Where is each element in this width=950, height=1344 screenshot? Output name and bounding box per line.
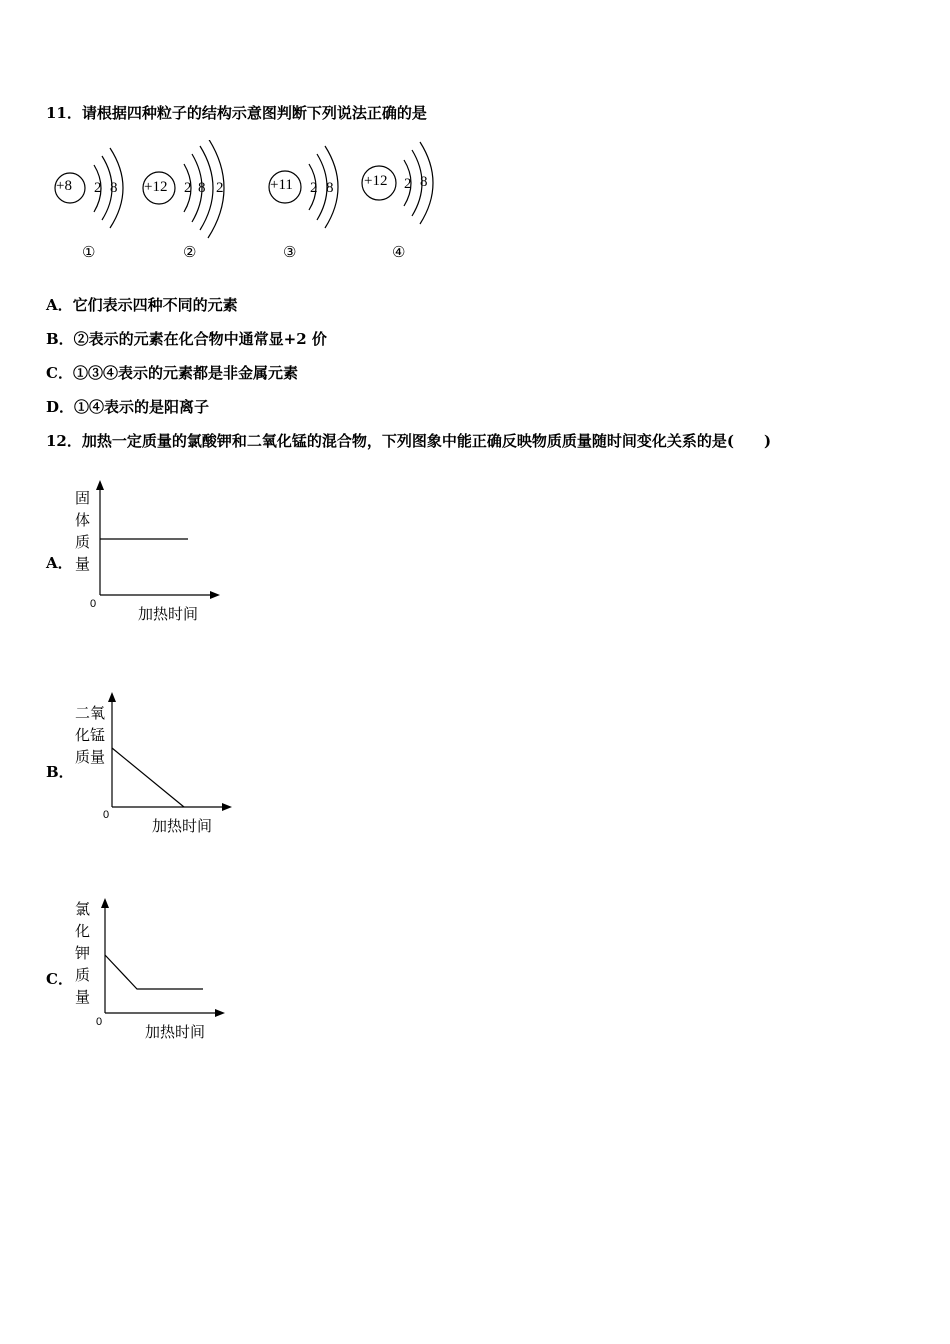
atom-4-shell-2: 8 xyxy=(420,174,428,190)
question-11-stem: 11．请根据四种粒子的结构示意图判断下列说法正确的是 xyxy=(46,104,427,122)
graph-a-plot xyxy=(90,478,230,603)
graph-b-plot xyxy=(102,688,242,813)
graph-b-ylabel-line: 二氧 xyxy=(75,704,106,722)
graph-c-ylabel-char: 氯 xyxy=(75,900,91,918)
graph-b-origin: 0 xyxy=(103,809,110,821)
q11-option-a: A．它们表示四种不同的元素 xyxy=(46,296,238,314)
graph-c-ylabel-char: 钾 xyxy=(75,944,91,962)
q11-option-d: D．①④表示的是阳离子 xyxy=(46,398,210,416)
atom-diagram-4 xyxy=(360,140,560,270)
q11-option-b: B．②表示的元素在化合物中通常显+2 价 xyxy=(46,330,327,348)
graph-b-xlabel: 加热时间 xyxy=(152,817,213,835)
atom-2-shell-1: 2 xyxy=(184,180,192,196)
atom-4-shell-1: 2 xyxy=(404,176,412,192)
atom-1-index: ① xyxy=(82,243,96,261)
q12-option-a-label: A． xyxy=(46,554,73,572)
graph-a-x-arrow xyxy=(210,591,220,599)
atom-3-shell-2: 8 xyxy=(326,180,334,196)
atom-1-shell-1: 2 xyxy=(94,180,102,196)
q11-option-c: C．①③④表示的元素都是非金属元素 xyxy=(46,364,298,382)
q12-option-c-label: C． xyxy=(46,970,73,988)
graph-c-origin: 0 xyxy=(96,1016,103,1028)
graph-c-ylabel xyxy=(75,898,93,1008)
graph-a-ylabel-char: 体 xyxy=(75,511,91,529)
atom-2-nucleus: +12 xyxy=(144,179,168,195)
graph-c-x-arrow xyxy=(215,1009,225,1017)
graph-c-ylabel-char: 质 xyxy=(75,966,91,984)
atom-2-index: ② xyxy=(183,243,197,261)
atom-2-shell-2: 8 xyxy=(198,180,206,196)
graph-b-ylabel-line: 化锰 xyxy=(75,726,106,744)
atom-4-shells xyxy=(360,140,560,270)
graph-a-ylabel-char: 质 xyxy=(75,533,91,551)
graph-a-xlabel: 加热时间 xyxy=(138,605,199,623)
graph-b-ylabel-line: 质量 xyxy=(75,748,106,766)
graph-a-y-arrow xyxy=(96,480,104,490)
graph-c-ylabel-char: 量 xyxy=(75,988,91,1006)
graph-c-ylabel-char: 化 xyxy=(75,922,91,940)
atom-4-index: ④ xyxy=(392,243,406,261)
q12-option-b-label: B． xyxy=(46,763,74,781)
graph-a-ylabel-char: 固 xyxy=(75,489,91,507)
atom-3-index: ③ xyxy=(283,243,297,261)
atom-1-nucleus: +8 xyxy=(56,178,72,194)
graph-b-y-arrow xyxy=(108,692,116,702)
graph-c-plot xyxy=(95,895,235,1020)
atom-2-shell-3: 2 xyxy=(216,180,224,196)
graph-b-curve xyxy=(112,748,184,807)
graph-c-xlabel: 加热时间 xyxy=(145,1023,206,1041)
graph-c-y-arrow xyxy=(101,898,109,908)
atom-3-shell-1: 2 xyxy=(310,180,318,196)
atom-1-shell-2: 8 xyxy=(110,180,118,196)
graph-b-x-arrow xyxy=(222,803,232,811)
graph-a-origin: 0 xyxy=(90,598,97,610)
atom-3-nucleus: +11 xyxy=(270,177,293,193)
graph-c-curve xyxy=(105,955,203,989)
graph-a-ylabel-char: 量 xyxy=(75,555,91,573)
question-12-stem: 12．加热一定质量的氯酸钾和二氧化锰的混合物，下列图象中能正确反映物质质量随时间变化关系的是( ) xyxy=(46,432,772,450)
atom-4-nucleus: +12 xyxy=(364,173,388,189)
